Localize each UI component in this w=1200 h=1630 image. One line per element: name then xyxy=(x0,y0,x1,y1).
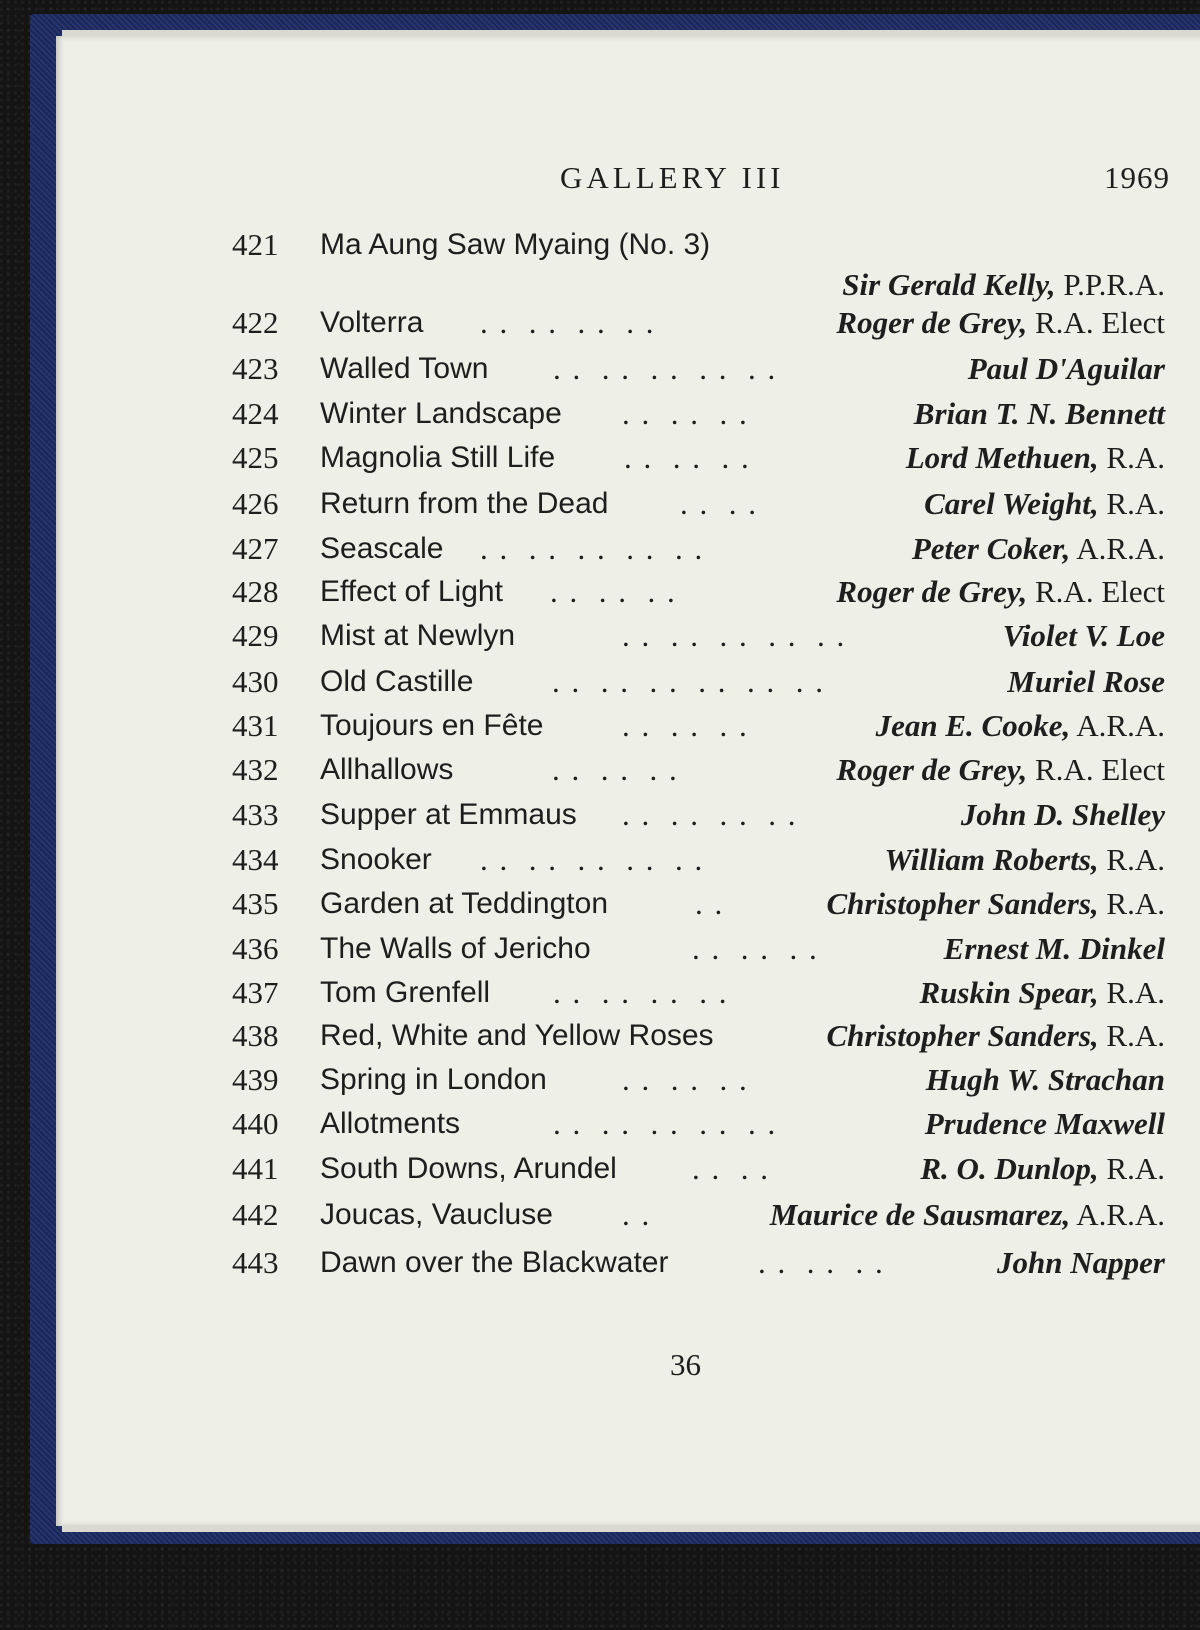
entry-number: 425 xyxy=(232,440,279,475)
leader-dots: . . . . . . xyxy=(692,931,819,966)
artist-name: R. O. Dunlop, xyxy=(920,1151,1099,1186)
artist-name: Prudence Maxwell xyxy=(924,1106,1165,1141)
entry-artist xyxy=(924,481,1165,527)
entry-number: 442 xyxy=(232,1197,279,1232)
entry-title: Supper at Emmaus xyxy=(320,798,577,831)
leader-dots: . . . . . . . . . . . . xyxy=(552,664,825,699)
entry-title: Magnolia Still Life xyxy=(320,441,556,474)
catalogue-entry xyxy=(0,926,1200,972)
leader-dots: . . . . . . . . . . xyxy=(622,618,847,653)
entry-artist xyxy=(920,1146,1165,1192)
entry-title: Winter Landscape xyxy=(320,397,562,430)
catalogue-entry xyxy=(0,222,1200,302)
artist-rank: R.A. xyxy=(1106,886,1165,921)
leader-dots: . . . . . . . . . . xyxy=(553,1106,778,1141)
entry-artist xyxy=(885,837,1165,883)
entry-number: 436 xyxy=(232,931,279,966)
artist-name: William Roberts, xyxy=(884,842,1099,877)
entry-artist xyxy=(826,881,1165,927)
catalogue-entry xyxy=(0,837,1200,883)
entry-number: 427 xyxy=(232,531,279,566)
entry-artist xyxy=(944,926,1165,972)
entry-title: Ma Aung Saw Myaing (No. 3) xyxy=(320,228,711,261)
leader-dots: . . . . . . xyxy=(622,708,749,743)
artist-name: Violet V. Loe xyxy=(1002,618,1165,653)
catalogue-entry xyxy=(0,391,1200,437)
catalogue-entry xyxy=(0,659,1200,705)
entry-number: 421 xyxy=(232,227,279,262)
entry-number: 430 xyxy=(232,664,279,699)
leader-dots: . . xyxy=(695,886,725,921)
artist-name: Roger de Grey, xyxy=(836,305,1028,340)
artist-name: Sir Gerald Kelly, xyxy=(842,267,1056,302)
artist-name: Paul D'Aguilar xyxy=(967,351,1165,386)
entry-number: 441 xyxy=(232,1151,279,1186)
entry-number: 426 xyxy=(232,486,279,521)
catalogue-entry xyxy=(0,1057,1200,1103)
artist-name: Roger de Grey, xyxy=(836,752,1028,787)
artist-name: Brian T. N. Bennett xyxy=(913,396,1165,431)
catalogue-entry xyxy=(0,569,1200,615)
entry-title: Return from the Dead xyxy=(320,487,609,520)
leader-dots: . . . . . . . . . . xyxy=(480,842,705,877)
entry-title: Mist at Newlyn xyxy=(320,619,516,652)
catalogue-entry xyxy=(0,1013,1200,1059)
leader-dots: . . . . . . xyxy=(622,396,749,431)
leader-dots: . . . . . . xyxy=(624,440,751,475)
artist-name: Maurice de Sausmarez, xyxy=(769,1197,1071,1232)
artist-rank: R.A. xyxy=(1106,486,1165,521)
catalogue-entry xyxy=(0,1101,1200,1147)
catalogue-entry xyxy=(0,1240,1200,1286)
entry-number: 428 xyxy=(232,574,279,609)
entry-artist xyxy=(1003,613,1165,659)
artist-rank: R.A. Elect xyxy=(1035,752,1165,787)
entry-title: Dawn over the Blackwater xyxy=(320,1246,669,1279)
artist-name: Christopher Sanders, xyxy=(826,886,1099,921)
leader-dots: . . . . xyxy=(692,1151,770,1186)
entry-artist xyxy=(876,703,1165,749)
entry-number: 440 xyxy=(232,1106,279,1141)
page-number: 36 xyxy=(670,1347,701,1382)
leader-dots: . . . . . . xyxy=(622,1062,749,1097)
artist-name: Christopher Sanders, xyxy=(826,1018,1099,1053)
catalogue-entry xyxy=(0,300,1200,346)
artist-rank: R.A. xyxy=(1106,1151,1165,1186)
artist-name: Roger de Grey, xyxy=(836,574,1028,609)
artist-rank: A.R.A. xyxy=(1076,1197,1165,1232)
artist-rank: A.R.A. xyxy=(1076,708,1165,743)
entry-artist xyxy=(836,300,1165,346)
leader-dots: . . xyxy=(622,1197,652,1232)
entry-title: Effect of Light xyxy=(320,575,503,608)
entry-artist xyxy=(836,569,1165,615)
artist-rank: R.A. Elect xyxy=(1035,305,1165,340)
entry-artist xyxy=(919,970,1165,1016)
entry-number: 434 xyxy=(232,842,279,877)
catalogue-entry xyxy=(0,1146,1200,1192)
entry-artist xyxy=(826,1013,1165,1059)
artist-name: Ernest M. Dinkel xyxy=(943,931,1165,966)
entry-title: Spring in London xyxy=(320,1063,547,1096)
entry-number: 438 xyxy=(232,1018,279,1053)
entry-number: 433 xyxy=(232,797,279,832)
entry-number: 429 xyxy=(232,618,279,653)
entry-title: Toujours en Fête xyxy=(320,709,544,742)
catalogue-entry xyxy=(0,792,1200,838)
leader-dots: . . . . xyxy=(680,486,758,521)
catalogue-entry xyxy=(0,747,1200,793)
catalogue-entry xyxy=(0,1192,1200,1238)
entry-artist xyxy=(770,1192,1165,1238)
catalogue-entry xyxy=(0,703,1200,749)
entry-artist xyxy=(925,1101,1165,1147)
artist-rank: A.R.A. xyxy=(1076,531,1165,566)
leader-dots: . . . . . . . . xyxy=(553,975,729,1010)
artist-name: John D. Shelley xyxy=(960,797,1165,832)
entry-number: 439 xyxy=(232,1062,279,1097)
catalogue-entry xyxy=(0,613,1200,659)
entry-number: 424 xyxy=(232,396,279,431)
entry-number: 423 xyxy=(232,351,279,386)
artist-rank: R.A. xyxy=(1106,440,1165,475)
catalogue-entry xyxy=(0,526,1200,572)
entry-number: 422 xyxy=(232,305,279,340)
entry-title: The Walls of Jericho xyxy=(320,932,591,965)
artist-rank: R.A. xyxy=(1106,1018,1165,1053)
catalogue-entry xyxy=(0,481,1200,527)
entry-title: Seascale xyxy=(320,532,444,565)
leader-dots: . . . . . . . . xyxy=(622,797,798,832)
artist-rank: R.A. xyxy=(1106,975,1165,1010)
leader-dots: . . . . . . xyxy=(552,752,679,787)
entry-title: Allhallows xyxy=(320,753,454,786)
entry-number: 443 xyxy=(232,1245,279,1280)
entry-artist xyxy=(836,747,1165,793)
entry-title: Tom Grenfell xyxy=(320,976,491,1009)
running-head: GALLERY III xyxy=(560,160,785,195)
entry-artist xyxy=(997,1240,1165,1286)
artist-name: Jean E. Cooke, xyxy=(875,708,1071,743)
entry-number: 432 xyxy=(232,752,279,787)
entry-title: Allotments xyxy=(320,1107,461,1140)
entry-number: 431 xyxy=(232,708,279,743)
entry-artist xyxy=(926,1057,1165,1103)
leader-dots: . . . . . . . . xyxy=(480,305,656,340)
entry-title: Snooker xyxy=(320,843,432,876)
artist-name: Muriel Rose xyxy=(1007,664,1165,699)
entry-title: Garden at Teddington xyxy=(320,887,609,920)
artist-name: Peter Coker, xyxy=(911,531,1071,566)
leader-dots: . . . . . . xyxy=(758,1245,885,1280)
artist-rank: P.P.R.A. xyxy=(1063,267,1165,302)
entry-artist xyxy=(1007,659,1165,705)
leader-dots: . . . . . . . . . . xyxy=(480,531,705,566)
artist-name: Lord Methuen, xyxy=(905,440,1099,475)
entry-title: Joucas, Vaucluse xyxy=(320,1198,553,1231)
artist-name: John Napper xyxy=(997,1245,1165,1280)
entry-artist xyxy=(912,526,1165,572)
artist-name: Ruskin Spear, xyxy=(919,975,1099,1010)
leader-dots: . . . . . . xyxy=(550,574,677,609)
leader-dots: . . . . . . . . . . xyxy=(553,351,778,386)
entry-title: Old Castille xyxy=(320,665,474,698)
entry-title: South Downs, Arundel xyxy=(320,1152,617,1185)
entry-title: Red, White and Yellow Roses xyxy=(320,1019,714,1052)
entry-artist xyxy=(961,792,1165,838)
catalogue-entry xyxy=(0,346,1200,392)
artist-name: Carel Weight, xyxy=(924,486,1099,521)
entry-number: 435 xyxy=(232,886,279,921)
entry-artist xyxy=(968,346,1165,392)
entry-number: 437 xyxy=(232,975,279,1010)
year-label: 1969 xyxy=(1104,160,1170,195)
catalogue-entry xyxy=(0,881,1200,927)
catalogue-entry xyxy=(0,435,1200,481)
entry-artist xyxy=(906,435,1165,481)
catalogue-entry xyxy=(0,970,1200,1016)
artist-name: Hugh W. Strachan xyxy=(925,1062,1165,1097)
entry-artist xyxy=(914,391,1165,437)
entry-title: Volterra xyxy=(320,306,424,339)
artist-rank: R.A. xyxy=(1106,842,1165,877)
artist-rank: R.A. Elect xyxy=(1035,574,1165,609)
entry-title: Walled Town xyxy=(320,352,489,385)
